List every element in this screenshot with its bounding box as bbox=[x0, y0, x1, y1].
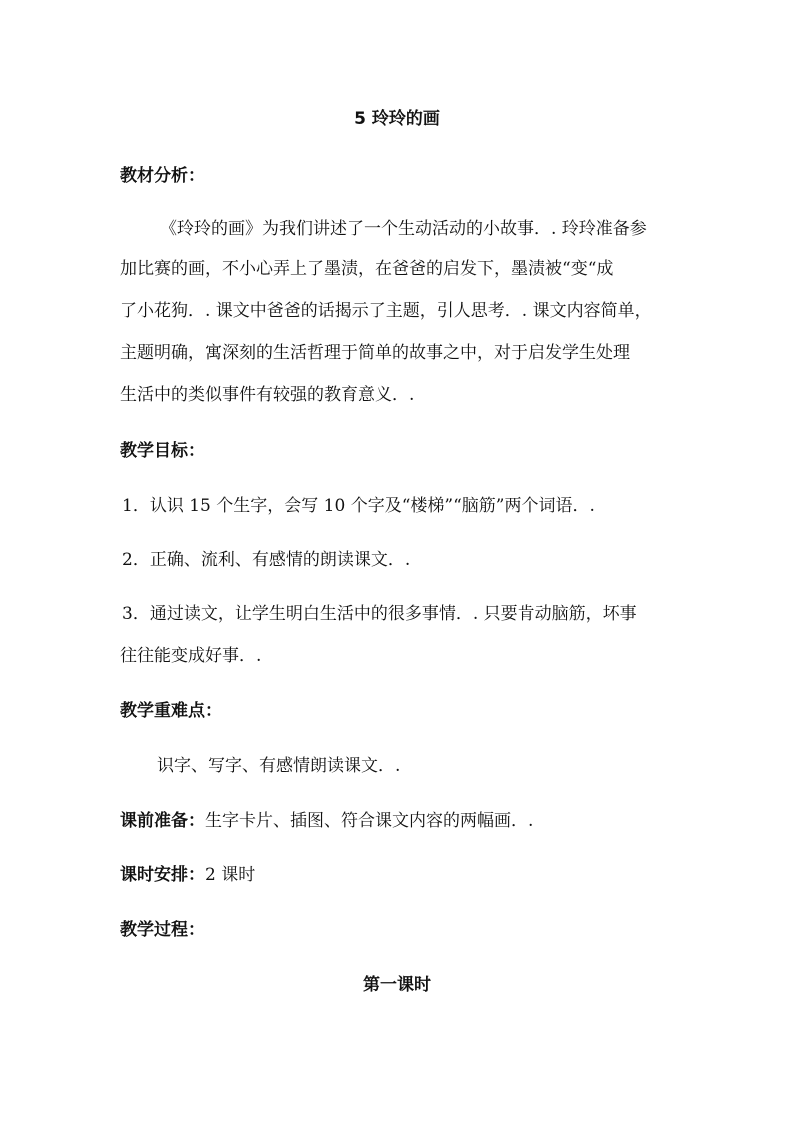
difficulties-heading: 教学重难点： bbox=[120, 701, 222, 721]
schedule-line bbox=[120, 864, 680, 886]
analysis-line-3: 了小花狗．. 课文中爸爸的话揭示了主题，引人思考．. 课文内容简单， bbox=[120, 301, 652, 321]
analysis-line-1: 《玲玲的画》为我们讲述了一个生动活动的小故事．. 玲玲准备参 bbox=[160, 219, 647, 239]
goal-item-3-continued: 往往能变成好事．. bbox=[120, 646, 262, 666]
goals-heading: 教学目标： bbox=[120, 441, 205, 461]
goal-item-2: 2．正确、流利、有感情的朗读课文．. bbox=[122, 550, 411, 570]
preparation-line bbox=[120, 810, 680, 832]
analysis-line-5: 生活中的类似事件有较强的教育意义．. bbox=[120, 385, 415, 405]
analysis-line-2: 加比赛的画，不小心弄上了墨渍，在爸爸的启发下，墨渍被“变“成 bbox=[120, 259, 614, 279]
lesson-heading: 第一课时 bbox=[363, 975, 431, 995]
difficulties-text: 识字、写字、有感情朗读课文．. bbox=[157, 756, 401, 776]
preparation-label: 课前准备： bbox=[120, 811, 205, 831]
analysis-line-4: 主题明确，寓深刻的生活哲理于简单的故事之中，对于启发学生处理 bbox=[120, 343, 630, 363]
preparation-text: 生字卡片、插图、符合课文内容的两幅画．. bbox=[205, 811, 534, 831]
goal-item-1: 1．认识 15 个生字，会写 10 个字及“楼梯”“脑筋”两个词语．. bbox=[122, 496, 595, 516]
process-heading: 教学过程： bbox=[120, 920, 205, 940]
schedule-text: 2 课时 bbox=[205, 865, 256, 885]
analysis-heading: 教材分析： bbox=[120, 166, 205, 186]
document-title: 5 玲玲的画 bbox=[354, 109, 440, 129]
schedule-label: 课时安排： bbox=[120, 865, 205, 885]
goal-item-3: 3．通过读文，让学生明白生活中的很多事情．. 只要肯动脑筋，坏事 bbox=[122, 604, 637, 624]
